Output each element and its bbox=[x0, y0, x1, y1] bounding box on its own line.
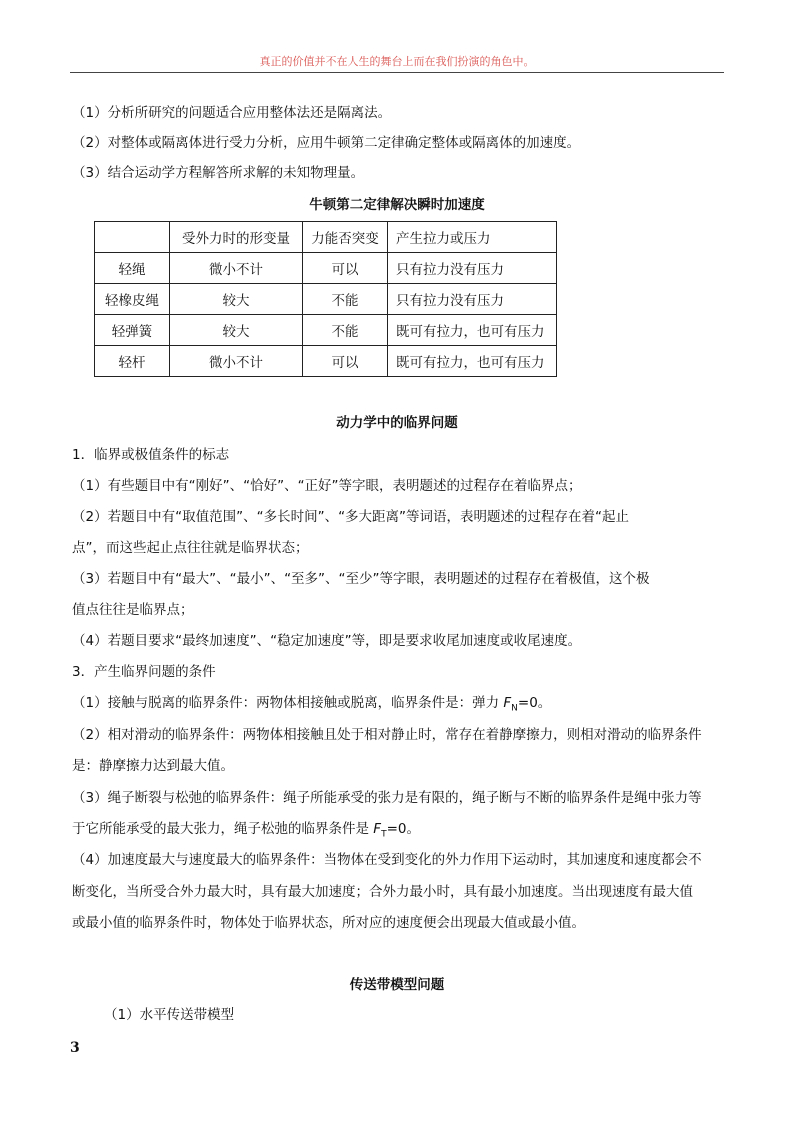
table-cell: 只有拉力没有压力 bbox=[388, 284, 557, 315]
condition-2a: （2）相对滑动的临界条件：两物体相接触且处于相对静止时，常存在着静摩擦力，则相对滑动的临界条件 bbox=[72, 727, 702, 743]
table-cell: 轻橡皮绳 bbox=[95, 284, 170, 315]
header-divider bbox=[70, 72, 724, 73]
table-row bbox=[95, 253, 557, 284]
table-header-cell: 产生拉力或压力 bbox=[388, 222, 557, 253]
table-cell: 不能 bbox=[303, 284, 388, 315]
condition-1-tail: =0。 bbox=[517, 695, 552, 711]
intro-line-3: （3）结合运动学方程解答所求解的未知物理量。 bbox=[72, 165, 365, 181]
table-cell: 较大 bbox=[170, 284, 303, 315]
critical-item-3a: （3）若题目中有“最大”、“最小”、“至多”、“至少”等字眼，表明题述的过程存在着极值，这个极 bbox=[72, 571, 650, 587]
table-header-cell: 力能否突变 bbox=[303, 222, 388, 253]
table-cell: 微小不计 bbox=[170, 346, 303, 377]
page-number: 3 bbox=[70, 1040, 80, 1056]
table-row bbox=[95, 346, 557, 377]
table-cell: 既可有拉力，也可有压力 bbox=[388, 315, 557, 346]
condition-3b-tail: =0。 bbox=[386, 821, 420, 837]
table-cell: 轻绳 bbox=[95, 253, 170, 284]
table-cell: 既可有拉力，也可有压力 bbox=[388, 346, 557, 377]
critical-item-1: （1）有些题目中有“刚好”、“恰好”、“正好”等字眼，表明题述的过程存在着临界点； bbox=[72, 478, 582, 494]
condition-1 bbox=[72, 694, 724, 718]
condition-4c: 或最小值的临界条件时，物体处于临界状态，所对应的速度便会出现最大值或最小值。 bbox=[72, 915, 585, 931]
condition-1-text: （1）接触与脱离的临界条件：两物体相接触或脱离，临界条件是：弹力 bbox=[72, 695, 504, 711]
force-symbol: F bbox=[503, 695, 512, 711]
intro-line-1: （1）分析所研究的问题适合应用整体法还是隔离法。 bbox=[72, 105, 392, 121]
table-cell: 轻弹簧 bbox=[95, 315, 170, 346]
tension-subscript: T bbox=[381, 829, 387, 840]
table-row bbox=[95, 315, 557, 346]
critical-item-2a: （2）若题目中有“取值范围”、“多长时间”、“多大距离”等词语，表明题述的过程存在着“起止 bbox=[72, 509, 630, 525]
table-cell: 可以 bbox=[303, 253, 388, 284]
condition-3a: （3）绳子断裂与松弛的临界条件：绳子所能承受的张力是有限的，绳子断与不断的临界条件是绳中张力等 bbox=[72, 790, 702, 806]
table-cell: 只有拉力没有压力 bbox=[388, 253, 557, 284]
critical-item-4: （4）若题目要求“最终加速度”、“稳定加速度”等，即是要求收尾加速度或收尾速度。 bbox=[72, 633, 582, 649]
table-header-cell bbox=[95, 222, 170, 253]
table-header-row bbox=[95, 222, 557, 253]
table-row bbox=[95, 284, 557, 315]
condition-4b: 断变化，当所受合外力最大时，具有最大加速度；合外力最小时，具有最小加速度。当出现速度有最大值 bbox=[72, 884, 693, 900]
table-cell: 轻杆 bbox=[95, 346, 170, 377]
critical-item-2b: 点”，而这些起止点往往就是临界状态； bbox=[72, 540, 309, 556]
table-cell: 不能 bbox=[303, 315, 388, 346]
critical-subheading-1: 1．临界或极值条件的标志 bbox=[72, 447, 230, 463]
tension-symbol: F bbox=[373, 821, 382, 837]
table-title: 牛顿第二定律解决瞬时加速度 bbox=[309, 197, 485, 213]
critical-section-title: 动力学中的临界问题 bbox=[336, 415, 458, 431]
condition-4a: （4）加速度最大与速度最大的临界条件：当物体在受到变化的外力作用下运动时，其加速度和速度都会不 bbox=[72, 852, 702, 868]
table-header-cell: 受外力时的形变量 bbox=[170, 222, 303, 253]
table-cell: 较大 bbox=[170, 315, 303, 346]
condition-2b: 是：静摩擦力达到最大值。 bbox=[72, 758, 234, 774]
table-cell: 微小不计 bbox=[170, 253, 303, 284]
condition-3b bbox=[72, 820, 724, 844]
conveyor-section-title: 传送带模型问题 bbox=[349, 977, 445, 993]
critical-item-3b: 值点往往是临界点； bbox=[72, 602, 194, 618]
force-subscript: N bbox=[511, 703, 518, 714]
intro-line-2: （2）对整体或隔离体进行受力分析，应用牛顿第二定律确定整体或隔离体的加速度。 bbox=[72, 135, 581, 151]
table-cell: 可以 bbox=[303, 346, 388, 377]
conveyor-item-1: （1）水平传送带模型 bbox=[104, 1007, 235, 1023]
instant-acceleration-table bbox=[94, 221, 557, 377]
critical-subheading-3: 3．产生临界问题的条件 bbox=[72, 664, 216, 680]
page-header-motto: 真正的价值并不在人生的舞台上而在我们扮演的角色中。 bbox=[259, 55, 535, 68]
condition-3b-text: 于它所能承受的最大张力，绳子松弛的临界条件是 bbox=[72, 821, 374, 837]
